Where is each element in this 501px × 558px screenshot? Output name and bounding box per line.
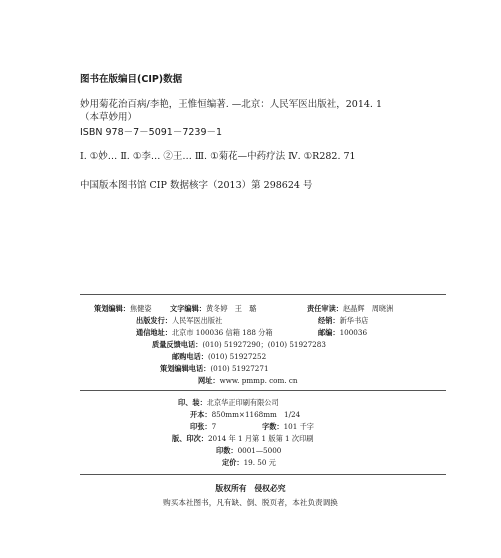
cip-series-line: （本草妙用） (80, 112, 138, 123)
printer (178, 398, 279, 408)
divider-bottom (80, 474, 446, 475)
quality-phone-label: 质量反馈电话： (152, 340, 203, 349)
website-link[interactable]: www. pmmp. com. cn (219, 376, 298, 385)
website-label: 网址： (198, 376, 220, 385)
editorial-phone-label: 策划编辑电话： (160, 364, 211, 373)
print-run-label: 印数： (216, 446, 238, 455)
words-label: 字数： (262, 422, 284, 431)
print-run-value: 0001—5000 (237, 446, 282, 455)
sheets-label: 印张： (190, 422, 212, 431)
planning-editor (94, 304, 152, 314)
edition (172, 434, 313, 444)
responsible-reviewer-value: 赵晶辉 周晓洲 (342, 304, 394, 313)
edition-value: 2014 年 1 月第 1 版第 1 次印刷 (207, 434, 314, 443)
rights-notice: 版权所有 侵权必究 (215, 484, 286, 493)
mail-order-label: 邮购电话： (172, 352, 208, 361)
quality-phone-value: (010) 51927290；(010) 51927283 (202, 340, 326, 349)
publisher-label: 出版发行： (136, 316, 172, 325)
words-value: 101 千字 (283, 422, 314, 431)
address-label: 通信地址： (136, 328, 172, 337)
rights-replacement-notice: 购买本社图书，凡有缺、倒、脱页者，本社负责调换 (163, 498, 338, 507)
quality-feedback-phone (152, 340, 326, 350)
printer-value: 北京华正印刷有限公司 (206, 398, 279, 407)
print-run (216, 446, 281, 456)
responsible-reviewer-label: 责任审读： (307, 304, 343, 313)
cip-record-number: 中国版本图书馆 CIP 数据核字（2013）第 298624 号 (80, 180, 313, 191)
editorial-phone (160, 364, 269, 374)
format (190, 410, 300, 420)
printer-label: 印、装： (178, 398, 207, 407)
cip-isbn: ISBN 978－7－5091－7239－1 (80, 127, 223, 138)
cip-bibliographic-line: 妙用菊花治百病/李艳，王惟恒编著. —北京：人民军医出版社，2014. 1 (80, 99, 383, 110)
postcode-label: 邮编： (318, 328, 340, 337)
postcode (318, 328, 367, 338)
format-value: 850mm×1168mm 1/24 (211, 410, 301, 419)
word-count (262, 422, 314, 432)
website (198, 376, 298, 386)
sheets (190, 422, 216, 432)
price-value: 19. 50 元 (243, 458, 276, 467)
publisher (136, 316, 222, 326)
sheets-value: 7 (211, 422, 217, 431)
edition-label: 版、印次： (172, 434, 208, 443)
distributor (318, 316, 368, 326)
address (136, 328, 273, 338)
mail-order-phone (172, 352, 266, 362)
price-label: 定价： (222, 458, 244, 467)
distributor-label: 经销： (318, 316, 340, 325)
cip-classification: Ⅰ. ①妙… Ⅱ. ①李… ②王… Ⅲ. ①菊花—中药疗法 Ⅳ. ①R282. 71 (80, 151, 356, 162)
postcode-value: 100036 (339, 328, 368, 337)
format-label: 开本： (190, 410, 212, 419)
price (222, 458, 276, 468)
publisher-value: 人民军医出版社 (171, 316, 223, 325)
text-editor (170, 304, 256, 314)
planning-editor-label: 策划编辑： (94, 304, 130, 313)
divider-top (80, 294, 446, 295)
address-value: 北京市 100036 信箱 188 分箱 (171, 328, 273, 337)
text-editor-label: 文字编辑： (170, 304, 206, 313)
planning-editor-value: 焦健姿 (129, 304, 152, 313)
text-editor-value: 黄冬婷 王 璐 (205, 304, 257, 313)
distributor-value: 新华书店 (339, 316, 369, 325)
cip-title: 图书在版编目(CIP)数据 (80, 74, 183, 85)
responsible-reviewer (307, 304, 393, 314)
editorial-phone-value: (010) 51927271 (210, 364, 269, 373)
divider-middle (80, 390, 446, 391)
mail-order-value: (010) 51927252 (207, 352, 267, 361)
